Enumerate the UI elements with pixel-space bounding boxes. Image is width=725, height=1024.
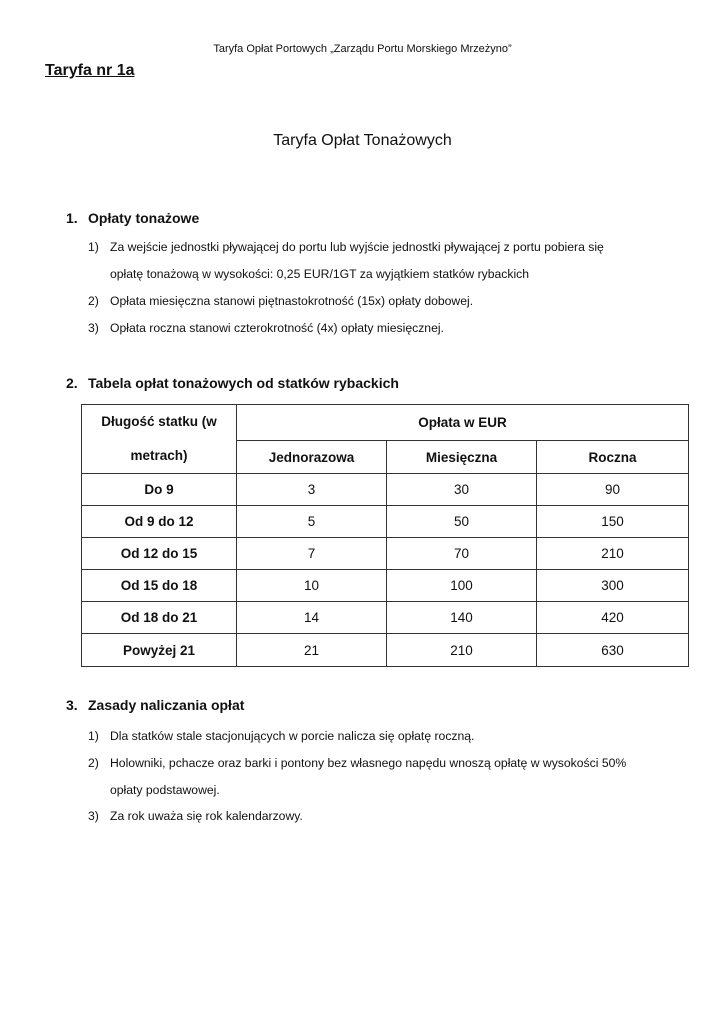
table-header-row <box>82 405 689 441</box>
table-row: Od 12 do 15 7 70 210 <box>82 538 689 570</box>
length-column-header: Długość statku (w metrach) <box>82 405 237 474</box>
table-row: Do 9 3 30 90 <box>82 474 689 506</box>
section-1-number: 1. <box>66 210 78 226</box>
section-3-item-3: 3) Za rok uważa się rok kalendarzowy. <box>88 809 303 823</box>
section-3-heading <box>66 697 244 713</box>
table-row: Od 15 do 18 10 100 300 <box>82 570 689 602</box>
section-2-number: 2. <box>66 375 78 391</box>
section-1-item-1: 1) Za wejście jednostki pływającej do portu lub wyjście jednostki pływającej z portu pobiera się opłatę tonażową w wysokości: 0,25 EUR/1GT za wyjątkiem statków rybackich <box>88 240 604 281</box>
section-3-item-2: 2) Holowniki, pchacze oraz barki i pontony bez własnego napędu wnoszą opłatę w wysokości 50% opłaty podstawowej. <box>88 756 627 797</box>
tonnage-fee-table <box>81 404 689 667</box>
tariff-number: Taryfa nr 1a <box>45 62 135 79</box>
table-row: Od 18 do 21 14 140 420 <box>82 602 689 634</box>
section-1-heading <box>66 210 199 226</box>
section-3-number: 3. <box>66 697 78 713</box>
section-3-title: Zasady naliczania opłat <box>88 697 245 713</box>
table-row: Powyżej 21 21 210 630 <box>82 634 689 667</box>
annual-fee-header: Roczna <box>537 441 689 474</box>
page-header: Taryfa Opłat Portowych „Zarządu Portu Morskiego Mrzeżyno” <box>213 43 512 55</box>
single-fee-header: Jednorazowa <box>237 441 387 474</box>
document-title: Taryfa Opłat Tonażowych <box>273 132 452 149</box>
table-row: Od 9 do 12 5 50 150 <box>82 506 689 538</box>
monthly-fee-header: Miesięczna <box>387 441 537 474</box>
section-3-item-1: 1) Dla statków stale stacjonujących w porcie nalicza się opłatę roczną. <box>88 729 475 743</box>
section-1-item-2: 2) Opłata miesięczna stanowi piętnastokrotność (15x) opłaty dobowej. <box>88 294 474 308</box>
section-2-heading <box>66 375 399 391</box>
fee-header: Opłata w EUR <box>237 405 689 441</box>
section-1-item-3: 3) Opłata roczna stanowi czterokrotność (4x) opłaty miesięcznej. <box>88 321 444 335</box>
section-2-title: Tabela opłat tonażowych od statków rybackich <box>88 375 399 391</box>
section-1-title: Opłaty tonażowe <box>88 210 200 226</box>
